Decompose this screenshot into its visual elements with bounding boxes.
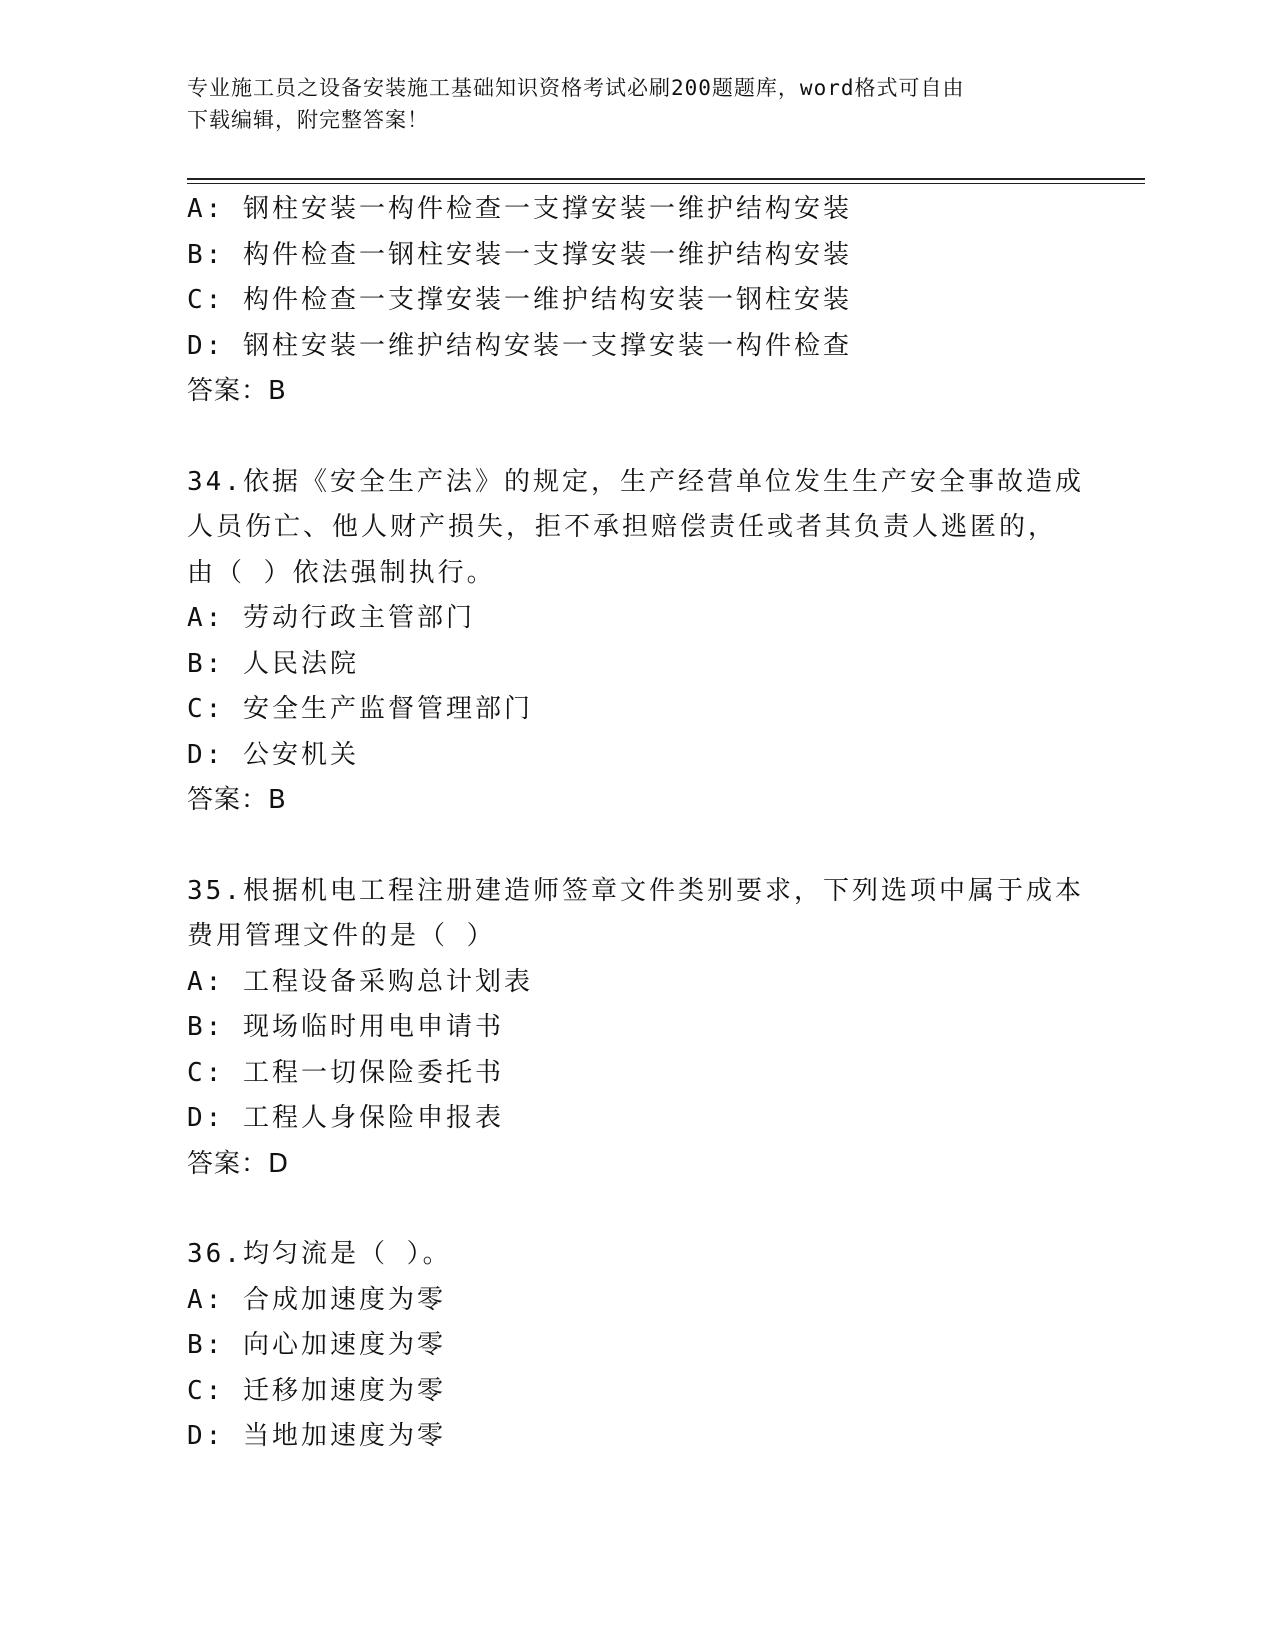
option-c: C: 迁移加速度为零 [187,1375,446,1406]
option-a: A: 钢柱安装一构件检查一支撑安装一维护结构安装 [187,194,852,224]
header-rule-thick [187,178,1145,180]
option-b: B: 向心加速度为零 [187,1330,446,1360]
option-d: D: 钢柱安装一维护结构安装一支撑安装一构件检查 [187,330,852,361]
option-b: B: 现场临时用电申请书 [187,1012,504,1042]
option-d: D: 当地加速度为零 [187,1421,446,1451]
header-line-2: 下载编辑，附完整答案！ [187,108,429,132]
question-34 [187,460,1117,824]
question-text-line: 34.依据《安全生产法》的规定，生产经营单位发生生产安全事故造成 [187,466,1084,497]
option-c: C: 构件检查一支撑安装一维护结构安装一钢柱安装 [187,285,852,315]
option-a: A: 合成加速度为零 [187,1284,446,1315]
answer: 答案：D [187,1148,290,1179]
question-text-line: 人员伤亡、他人财产损失，拒不承担赔偿责任或者其负责人逃匿的， [187,512,1058,542]
option-d: D: 公安机关 [187,739,359,770]
question-text-line: 35.根据机电工程注册建造师签章文件类别要求，下列选项中属于成本 [187,875,1084,906]
option-b: B: 构件检查一钢柱安装一支撑安装一维护结构安装 [187,239,852,270]
question-text-line: 费用管理文件的是（ ） [187,921,496,951]
option-d: D: 工程人身保险申报表 [187,1103,504,1133]
option-b: B: 人民法院 [187,648,359,679]
document-header [187,72,1087,136]
option-c: C: 工程一切保险委托书 [187,1057,504,1088]
header-line-1: 专业施工员之设备安装施工基础知识资格考试必刷200题题库，word格式可自由 [187,76,965,100]
header-rule-thin [187,183,1145,184]
option-a: A: 劳动行政主管部门 [187,603,475,633]
option-a: A: 工程设备采购总计划表 [187,966,533,997]
question-35 [187,869,1117,1188]
question-text-line: 36.均匀流是（ ）。 [187,1239,452,1269]
question-36 [187,1232,1117,1460]
question-list [187,187,1117,1460]
answer: 答案：B [187,376,287,406]
question-text-line: 由（ ）依法强制执行。 [187,557,496,588]
option-c: C: 安全生产监督管理部门 [187,694,533,724]
answer: 答案：B [187,785,287,815]
question-33-continued [187,187,1117,415]
